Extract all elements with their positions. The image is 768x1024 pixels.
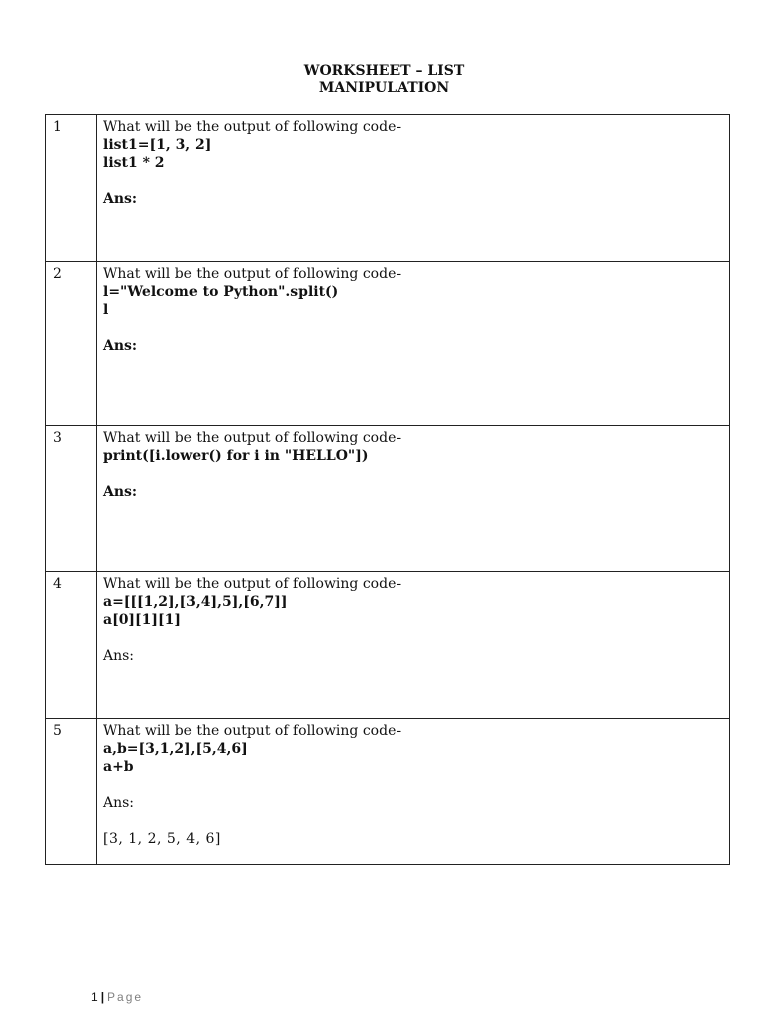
question-number: 5 <box>46 719 97 865</box>
answer-label: Ans: <box>103 648 135 664</box>
question-row <box>46 262 730 426</box>
code-line: list1 * 2 <box>103 155 165 171</box>
question-prompt: What will be the output of following code- <box>103 119 402 135</box>
worksheet-title <box>0 63 768 97</box>
question-number: 2 <box>46 262 97 426</box>
question-prompt: What will be the output of following code- <box>103 723 402 739</box>
title-line-1: WORKSHEET – LIST <box>303 63 465 79</box>
answer-label: Ans: <box>103 338 138 354</box>
code-line: list1=[1, 3, 2] <box>103 137 212 153</box>
question-number: 4 <box>46 572 97 719</box>
code-line: a[0][1][1] <box>103 612 182 628</box>
code-line: l <box>103 302 109 318</box>
page-number: 1 <box>91 990 98 1004</box>
question-number: 3 <box>46 426 97 572</box>
code-line: l="Welcome to Python".split() <box>103 284 339 300</box>
question-body <box>97 572 730 719</box>
answer-label: Ans: <box>103 484 138 500</box>
code-line: a,b=[3,1,2],[5,4,6] <box>103 741 248 757</box>
question-prompt: What will be the output of following code- <box>103 430 402 446</box>
question-body <box>97 426 730 572</box>
code-line: a+b <box>103 759 134 775</box>
question-row <box>46 115 730 262</box>
title-line-2: MANIPULATION <box>318 80 450 96</box>
question-number: 1 <box>46 115 97 262</box>
questions-table <box>45 114 730 865</box>
question-prompt: What will be the output of following code- <box>103 576 402 592</box>
answer-text: [3, 1, 2, 5, 4, 6] <box>103 831 221 847</box>
question-body <box>97 115 730 262</box>
question-body <box>97 262 730 426</box>
answer-label: Ans: <box>103 191 138 207</box>
question-body <box>97 719 730 865</box>
question-prompt: What will be the output of following code- <box>103 266 402 282</box>
footer-separator: | <box>100 990 105 1004</box>
question-row <box>46 572 730 719</box>
answer-label: Ans: <box>103 795 135 811</box>
question-row <box>46 719 730 865</box>
page-label: Page <box>107 990 144 1004</box>
page-footer <box>91 990 143 1004</box>
code-line: print([i.lower() for i in "HELLO"]) <box>103 448 369 464</box>
code-line: a=[[[1,2],[3,4],5],[6,7]] <box>103 594 288 610</box>
question-row <box>46 426 730 572</box>
